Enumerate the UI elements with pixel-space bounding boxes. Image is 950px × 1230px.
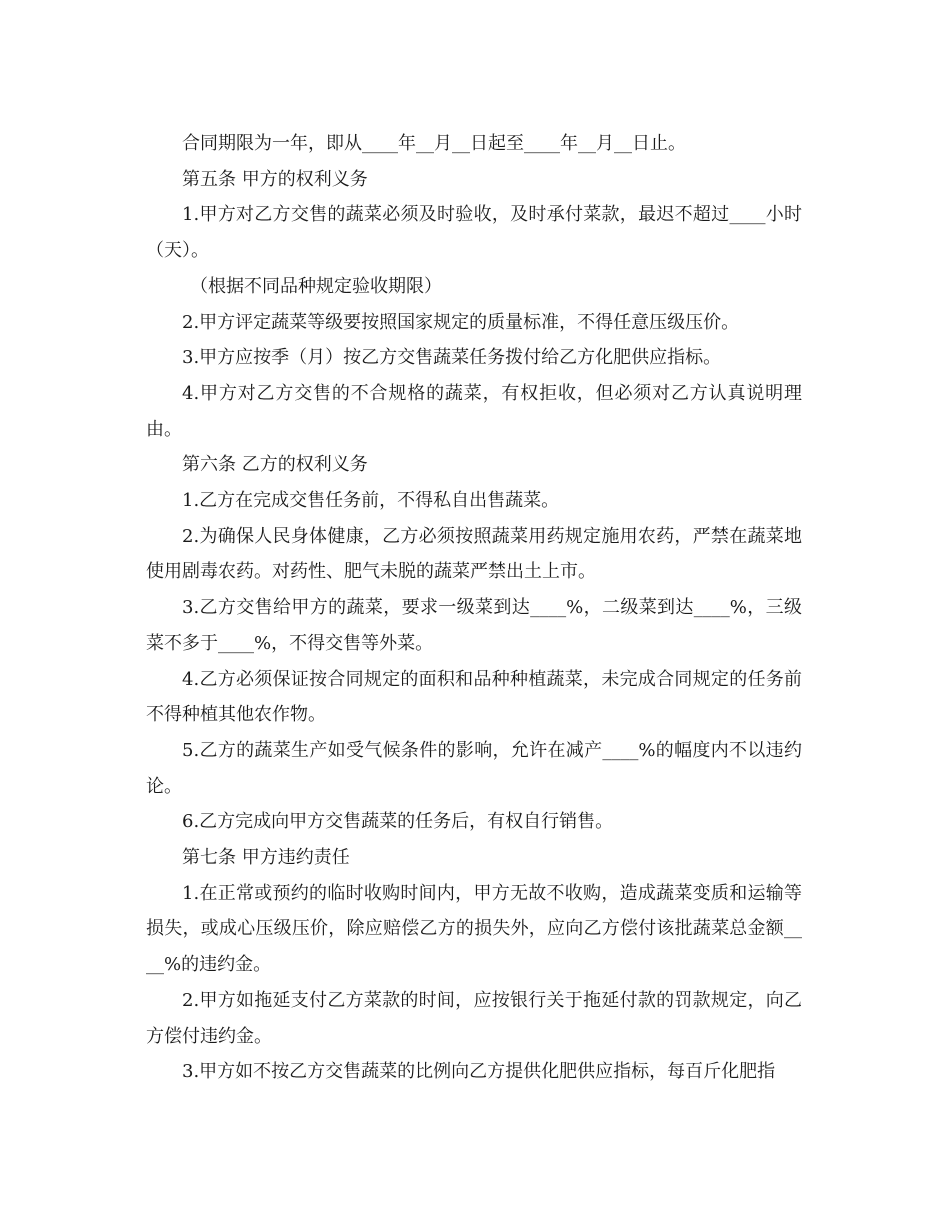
article-5-clause-3: 3.甲方应按季（月）按乙方交售蔬菜任务拨付给乙方化肥供应指标。 — [182, 347, 722, 369]
article-6-clause-3: 3.乙方交售给甲方的蔬菜，要求一级菜到达____%，二级菜到达____%，三级菜不多于____%，不得交售等外菜。 — [146, 597, 802, 654]
article-7-clause-3: 3.甲方如不按乙方交售蔬菜的比例向乙方提供化肥供应指标，每百斤化肥指 — [182, 1061, 776, 1083]
article-6-clause-4: 4.乙方必须保证按合同规定的面积和品种种植蔬菜，未完成合同规定的任务前不得种植其他农作物。 — [146, 668, 802, 726]
contract-term-paragraph: 合同期限为一年，即从____年__月__日起至____年__月__日止。 — [182, 133, 686, 154]
article-5-clause-1: 1.甲方对乙方交售的蔬菜必须及时验收，及时承付菜款，最迟不超过____小时（天）。 — [146, 204, 802, 262]
article-6-clause-6: 6.乙方完成向甲方交售蔬菜的任务后，有权自行销售。 — [182, 811, 614, 833]
article-6-heading: 第六条 乙方的权利义务 — [182, 454, 368, 476]
document-body — [146, 126, 802, 1090]
article-7-clause-1: 1.在正常或预约的临时收购时间内，甲方无故不收购，造成蔬菜变质和运输等损失，或成心压级压价，除应赔偿乙方的损失外，应向乙方偿付该批蔬菜总金额____%的违约金。 — [146, 882, 802, 976]
article-6-clause-1: 1.乙方在完成交售任务前，不得私自出售蔬菜。 — [182, 490, 560, 512]
article-7-heading: 第七条 甲方违约责任 — [182, 847, 350, 869]
article-5-heading: 第五条 甲方的权利义务 — [182, 168, 368, 190]
article-6-clause-2: 2.为确保人民身体健康，乙方必须按照蔬菜用药规定施用农药，严禁在蔬菜地使用剧毒农药。对药性、肥气未脱的蔬菜严禁出土上市。 — [146, 525, 802, 583]
article-5-clause-2: 2.甲方评定蔬菜等级要按照国家规定的质量标准，不得任意压级压价。 — [182, 311, 740, 333]
article-6-clause-5: 5.乙方的蔬菜生产如受气候条件的影响，允许在减产____%的幅度内不以违约论。 — [146, 739, 802, 797]
article-7-clause-2: 2.甲方如拖延支付乙方菜款的时间，应按银行关于拖延付款的罚款规定，向乙方偿付违约金。 — [146, 989, 802, 1047]
article-5-clause-4: 4.甲方对乙方交售的不合规格的蔬菜，有权拒收，但必须对乙方认真说明理由。 — [146, 382, 802, 440]
article-5-clause-1-note: （根据不同品种规定验收期限） — [190, 275, 442, 297]
